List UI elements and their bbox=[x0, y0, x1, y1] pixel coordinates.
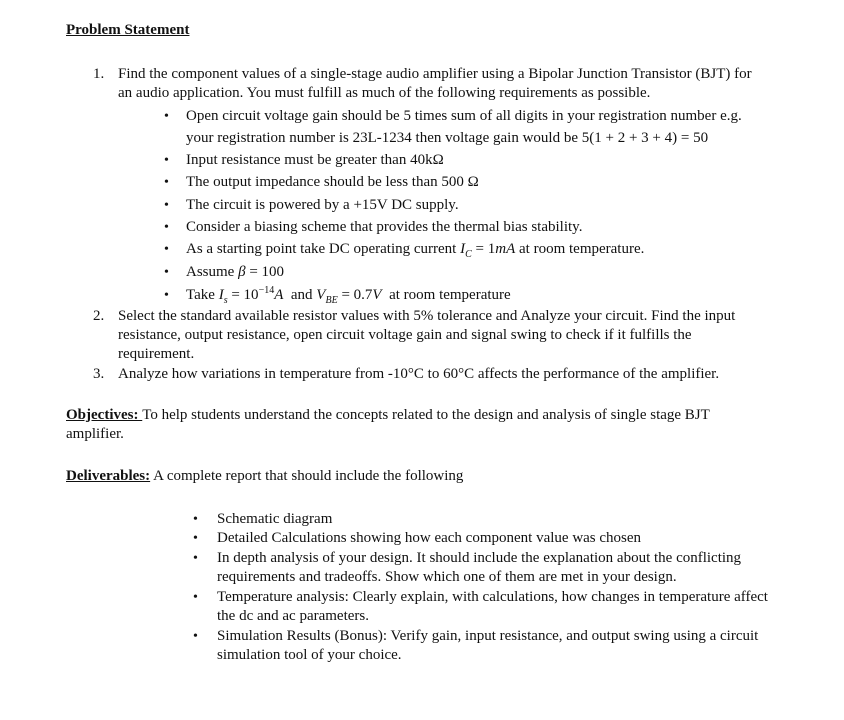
objectives-line-1: Objectives: To help students understand the concepts related to the design and analysis of single stage BJT bbox=[66, 407, 710, 423]
deliverable-analysis-line-1: In depth analysis of your design. It should include the explanation about the conflicting bbox=[217, 550, 742, 566]
bullet-icon: • bbox=[193, 629, 198, 644]
bullet-icon: • bbox=[164, 109, 169, 124]
bullet-icon: • bbox=[164, 175, 169, 190]
deliverable-temperature-line-2: the dc and ac parameters. bbox=[217, 608, 369, 624]
req-output-impedance: The output impedance should be less than 500 Ω bbox=[186, 174, 479, 190]
deliverable-calculations: Detailed Calculations showing how each component value was chosen bbox=[217, 530, 642, 546]
deliverable-simulation-line-2: simulation tool of your choice. bbox=[217, 647, 402, 663]
req-input-resistance: Input resistance must be greater than 40kΩ bbox=[186, 152, 444, 168]
page-heading: Problem Statement bbox=[66, 22, 190, 38]
objectives-label: Objectives: bbox=[66, 407, 143, 423]
bullet-icon: • bbox=[164, 198, 169, 213]
req-biasing: Consider a biasing scheme that provides the thermal bias stability. bbox=[186, 219, 583, 235]
bullet-icon: • bbox=[193, 531, 198, 546]
item-2-line-2: resistance, output resistance, open circuit voltage gain and signal swing to check if it fulfills the bbox=[118, 327, 692, 343]
item-2-number: 2. bbox=[93, 308, 105, 324]
objectives-line-2: amplifier. bbox=[66, 426, 124, 442]
deliverable-simulation-line-1: Simulation Results (Bonus): Verify gain, input resistance, and output swing using a circuit bbox=[217, 628, 759, 644]
req-power-supply: The circuit is powered by a +15V DC supply. bbox=[186, 197, 459, 213]
deliverable-analysis-line-2: requirements and tradeoffs. Show which one of them are met in your design. bbox=[217, 569, 677, 585]
item-1-line-1: Find the component values of a single-stage audio amplifier using a Bipolar Junction Transistor (BJT) for bbox=[118, 66, 752, 82]
item-1-line-2: an audio application. You must fulfill as much of the following requirements as possible. bbox=[118, 85, 651, 101]
bullet-icon: • bbox=[193, 551, 198, 566]
bullet-icon: • bbox=[193, 590, 198, 605]
bullet-icon: • bbox=[164, 220, 169, 235]
req-beta: Assume β = 100 bbox=[186, 264, 285, 280]
bullet-icon: • bbox=[164, 242, 169, 257]
bullet-icon: • bbox=[164, 265, 169, 280]
deliverable-schematic: Schematic diagram bbox=[217, 511, 333, 527]
deliverables-line: Deliverables: A complete report that should include the following bbox=[66, 468, 464, 484]
bullet-icon: • bbox=[193, 512, 198, 527]
deliverables-label: Deliverables: bbox=[66, 468, 151, 484]
req-is-vbe: Take $I_s = 10^{-14}A$ and $V_{BE} = 0.7V$ at room temperature bbox=[186, 285, 511, 306]
item-1-number: 1. bbox=[93, 66, 105, 82]
item-3-text: Analyze how variations in temperature from -10°C to 60°C affects the performance of the amplifier. bbox=[118, 366, 720, 382]
bullet-icon: • bbox=[164, 288, 169, 303]
req-gain-line-1: Open circuit voltage gain should be 5 times sum of all digits in your registration number e.g. bbox=[186, 108, 742, 124]
deliverable-temperature-line-1: Temperature analysis: Clearly explain, with calculations, how changes in temperature affect bbox=[217, 589, 768, 605]
item-2-line-1: Select the standard available resistor values with 5% tolerance and Analyze your circuit. Find the input bbox=[118, 308, 736, 324]
req-gain-line-2: your registration number is 23L-1234 then voltage gain would be 5(1 + 2 + 3 + 4) = 50 bbox=[186, 130, 709, 146]
req-dc-current: As a starting point take DC operating current $I_C = 1mA$ at room temperature. bbox=[186, 241, 645, 260]
item-2-line-3: requirement. bbox=[118, 346, 195, 362]
bullet-icon: • bbox=[164, 153, 169, 168]
item-3-number: 3. bbox=[93, 366, 105, 382]
